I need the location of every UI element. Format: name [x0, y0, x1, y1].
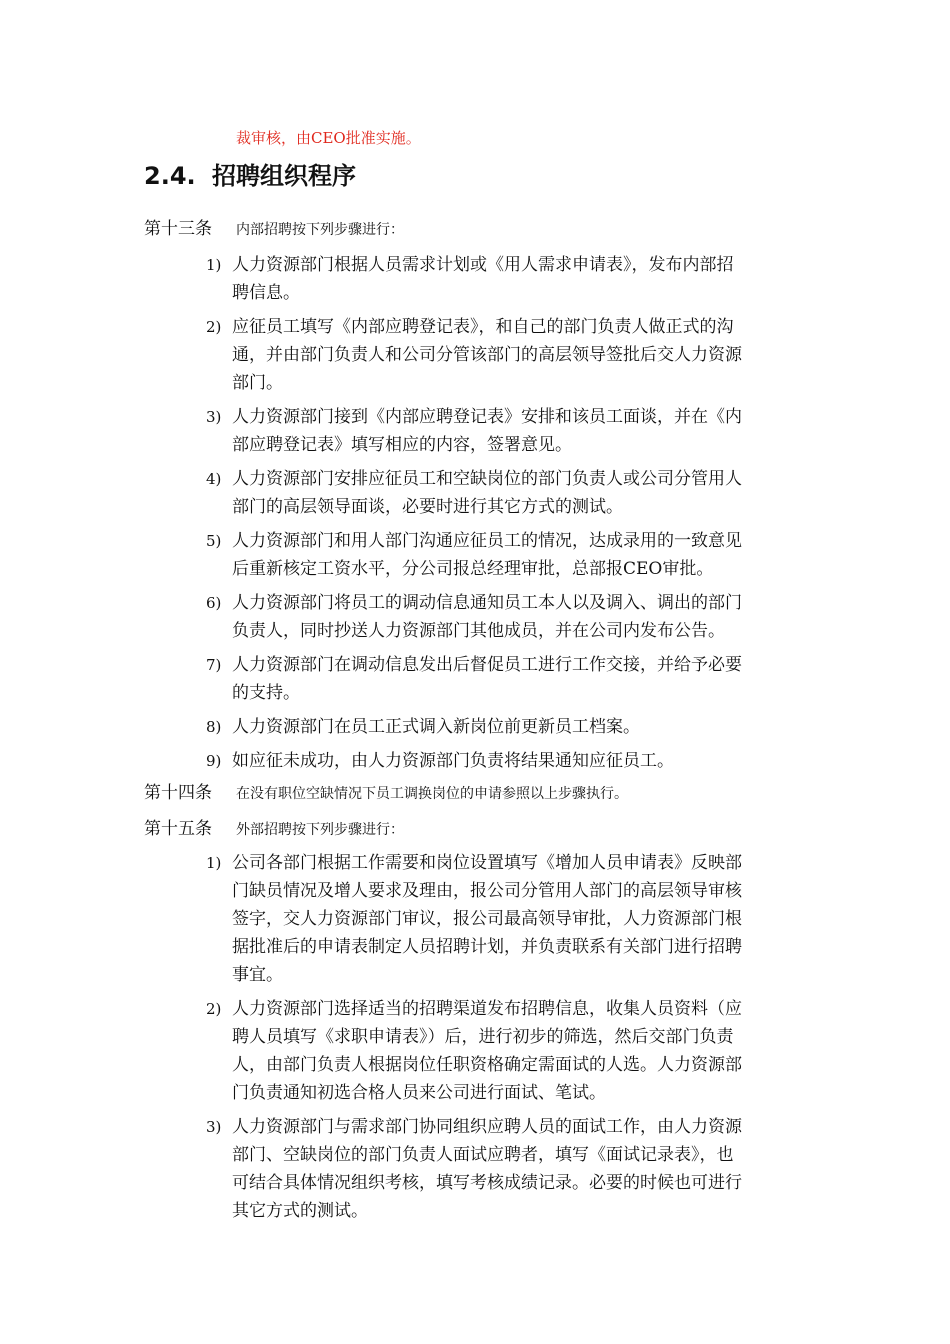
article-15-text: 外部招聘按下列步骤进行：	[236, 822, 404, 838]
step-text-line: 门负责通知初选合格人员来公司进行面试、笔试。	[232, 1083, 606, 1103]
step-text-line: 人力资源部门将员工的调动信息通知员工本人以及调入、调出的部门	[232, 593, 742, 613]
step-text-line: 签字，交人力资源部门审议，报公司最高领导审批，人力资源部门根	[232, 909, 742, 929]
step-number: 5)	[206, 532, 222, 550]
step-text-line: 应征员工填写《内部应聘登记表》，和自己的部门负责人做正式的沟	[232, 317, 734, 337]
step-text-line: 可结合具体情况组织考核，填写考核成绩记录。必要的时候也可进行	[232, 1173, 742, 1193]
step-number: 2)	[206, 318, 222, 336]
article-14	[144, 781, 628, 806]
article-13-label: 第十三条	[144, 219, 212, 239]
section-title: 招聘组织程序	[212, 162, 356, 190]
step-text-line: 后重新核定工资水平，分公司报总经理审批，总部报CEO审批。	[232, 559, 714, 579]
step-text-line: 人力资源部门在员工正式调入新岗位前更新员工档案。	[232, 717, 640, 737]
section-heading	[144, 160, 356, 192]
step-text-line: 通，并由部门负责人和公司分管该部门的高层领导签批后交人力资源	[232, 345, 742, 365]
step-text-line: 事宜。	[232, 965, 283, 985]
step-text-line: 人力资源部门根据人员需求计划或《用人需求申请表》，发布内部招	[232, 255, 734, 275]
step-text-line: 部门、空缺岗位的部门负责人面试应聘者，填写《面试记录表》，也	[232, 1145, 734, 1165]
article-13	[144, 217, 404, 242]
step-number: 7)	[206, 656, 222, 674]
step-text-line: 门缺员情况及增人要求及理由，报公司分管用人部门的高层领导审核	[232, 881, 742, 901]
list-item	[206, 849, 806, 989]
list-item	[206, 589, 806, 645]
list-item	[206, 747, 806, 775]
step-number: 6)	[206, 594, 222, 612]
list-item	[206, 651, 806, 707]
step-number: 4)	[206, 470, 222, 488]
step-number: 2)	[206, 1000, 222, 1018]
article-15-steps	[206, 849, 806, 1231]
step-text-line: 如应征未成功，由人力资源部门负责将结果通知应征员工。	[232, 751, 674, 771]
step-text-line: 聘信息。	[232, 283, 300, 303]
article-14-label: 第十四条	[144, 783, 212, 803]
step-text-line: 部门。	[232, 373, 283, 393]
article-15	[144, 817, 404, 842]
article-13-steps	[206, 251, 806, 781]
list-item	[206, 527, 806, 583]
step-text-line: 人，由部门负责人根据岗位任职资格确定需面试的人选。人力资源部	[232, 1055, 742, 1075]
step-text-line: 部应聘登记表》填写相应的内容，签署意见。	[232, 435, 572, 455]
list-item	[206, 713, 806, 741]
step-number: 1)	[206, 854, 222, 872]
step-text-line: 人力资源部门接到《内部应聘登记表》安排和该员工面谈，并在《内	[232, 407, 742, 427]
step-text-line: 的支持。	[232, 683, 300, 703]
step-number: 3)	[206, 1118, 222, 1136]
article-13-text: 内部招聘按下列步骤进行：	[236, 222, 404, 238]
step-text-line: 其它方式的测试。	[232, 1201, 368, 1221]
step-text-line: 人力资源部门和用人部门沟通应征员工的情况，达成录用的一致意见	[232, 531, 742, 551]
step-text-line: 人力资源部门在调动信息发出后督促员工进行工作交接，并给予必要	[232, 655, 742, 675]
step-text-line: 人力资源部门选择适当的招聘渠道发布招聘信息，收集人员资料（应	[232, 999, 742, 1019]
step-text-line: 聘人员填写《求职申请表》）后，进行初步的筛选，然后交部门负责	[232, 1027, 734, 1047]
list-item	[206, 1113, 806, 1225]
list-item	[206, 251, 806, 307]
step-text-line: 负责人，同时抄送人力资源部门其他成员，并在公司内发布公告。	[232, 621, 725, 641]
list-item	[206, 995, 806, 1107]
list-item	[206, 403, 806, 459]
list-item	[206, 465, 806, 521]
step-number: 8)	[206, 718, 222, 736]
list-item	[206, 313, 806, 397]
section-number: 2.4.	[144, 162, 196, 190]
step-text-line: 公司各部门根据工作需要和岗位设置填写《增加人员申请表》反映部	[232, 853, 742, 873]
step-text-line: 部门的高层领导面谈，必要时进行其它方式的测试。	[232, 497, 623, 517]
article-15-label: 第十五条	[144, 819, 212, 839]
continuation-text: 裁审核，由CEO批准实施。	[236, 129, 421, 147]
step-number: 3)	[206, 408, 222, 426]
step-number: 1)	[206, 256, 222, 274]
step-text-line: 据批准后的申请表制定人员招聘计划，并负责联系有关部门进行招聘	[232, 937, 742, 957]
step-number: 9)	[206, 752, 222, 770]
article-14-text: 在没有职位空缺情况下员工调换岗位的申请参照以上步骤执行。	[236, 786, 628, 802]
step-text-line: 人力资源部门与需求部门协同组织应聘人员的面试工作，由人力资源	[232, 1117, 742, 1137]
step-text-line: 人力资源部门安排应征员工和空缺岗位的部门负责人或公司分管用人	[232, 469, 742, 489]
